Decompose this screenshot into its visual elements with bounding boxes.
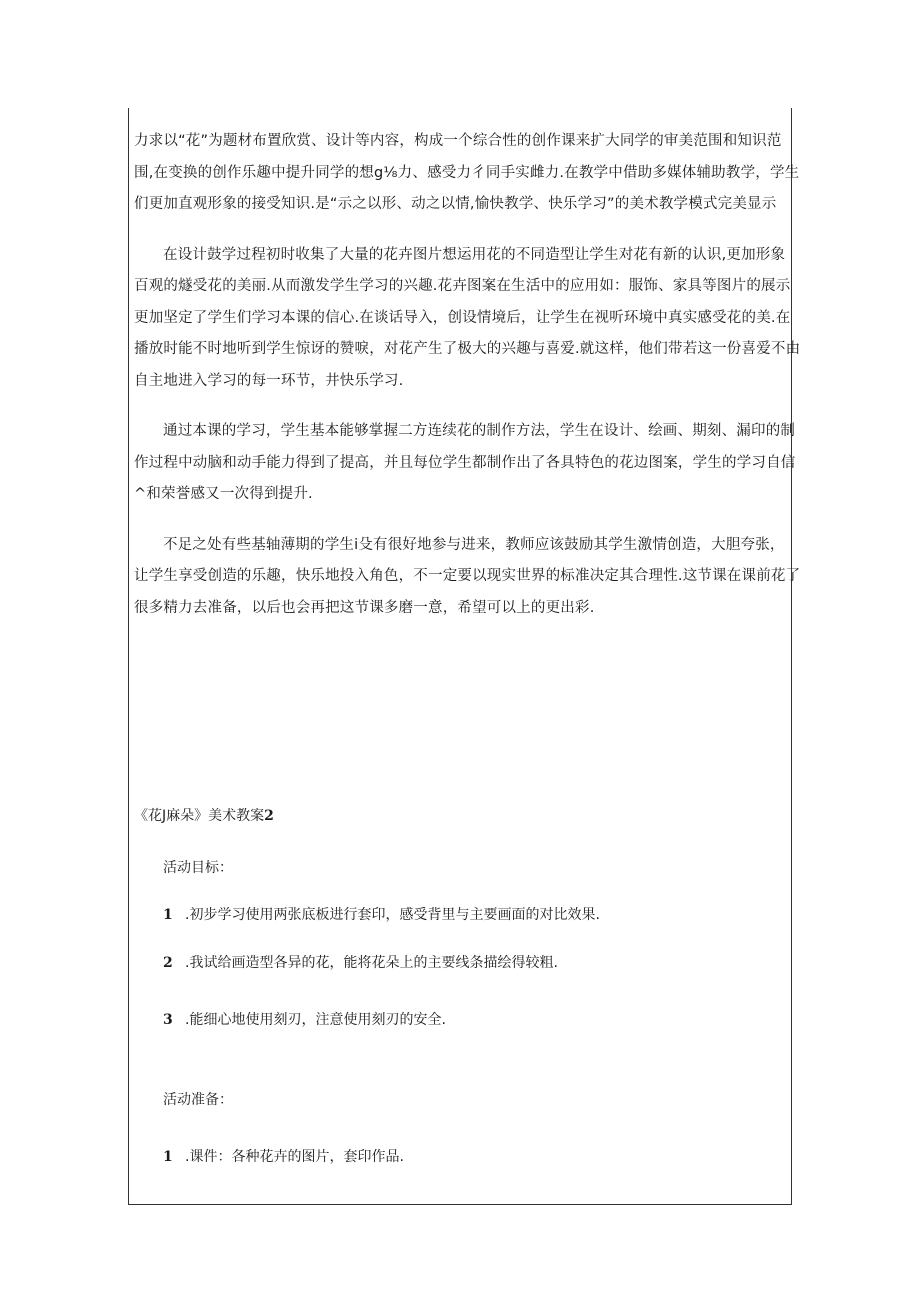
- text-line: 很多精力去准备，以后也会再把这节课多磨一意，希望可以上的更出彩.: [134, 599, 595, 616]
- paragraph-2: [134, 240, 801, 398]
- goal-item: [163, 1010, 446, 1030]
- goal-item: [163, 905, 600, 925]
- text-line: 自主地进入学习的每一环节，井快乐学习.: [134, 372, 404, 389]
- goal-number: 3: [163, 1012, 173, 1028]
- text-line: 更加坚定了学生们学习本课的信心.在谈话导入，创设情境后，让学生在视听环境中真实感受花的美.在: [134, 309, 791, 326]
- text-line: 围,在变换的创作乐趣中提升同学的想g⅛力、感受力彳同手实雌力.在教学中借助多媒体辅助教学，学生: [134, 164, 800, 181]
- prep-number: 1: [163, 1149, 173, 1165]
- text-line: 百观的燧受花的美丽.从而激发学生学习的兴趣.花卉图案在生活中的应用如：服饰、家具等图片的展示: [134, 278, 791, 294]
- paragraph-4: [134, 530, 801, 625]
- text-line: 作过程中动脑和动手能力得到了提高，并且每位学生都制作出了各具特色的花边图案，学生的学习自信: [134, 454, 796, 471]
- heading-number: 2: [264, 808, 274, 824]
- paragraph-1: [134, 126, 800, 221]
- document-body: [134, 126, 801, 643]
- prep-item: [163, 1147, 404, 1167]
- prep-text: .课件：各种花卉的图片，套印作品.: [185, 1149, 404, 1165]
- goal-number: 2: [163, 955, 173, 971]
- text-line: 通过本课的学习，学生基本能够掌握二方连续花的制作方法，学生在设计、绘画、期刻、漏印的制: [163, 423, 796, 439]
- goal-text: .能细心地使用刻刃，注意使用刻刃的安全.: [185, 1012, 446, 1028]
- goals-title: 活动目标：: [163, 860, 233, 876]
- text-line: 们更加直观形象的接受知识.是“示之以形、动之以情,愉快教学、快乐学习”的美术教学模式完美显示: [134, 196, 777, 212]
- heading-text: 《花J麻朵》美术教案: [134, 808, 265, 824]
- text-line: 不足之处有些基轴薄期的学生i殳有很好地参与进来，教师应该鼓励其学生激情创造，大胆夸张，: [163, 536, 785, 553]
- text-line: 在设计鼓学过程初时收集了大量的花卉图片想运用花的不同造型让学生对花有新的认识,更加形象: [163, 246, 786, 263]
- section-heading: [134, 806, 274, 826]
- goal-text: .我试给画造型各异的花，能将花朵上的主要线条描绘得较粗.: [185, 955, 558, 971]
- text-line: 播放时能不时地听到学生惊讶的赞唳，对花产生了极大的兴趣与喜爱.就这样，他们带若这一份喜爱不由: [134, 341, 801, 357]
- text-line: 力求以“花”为题材布置欣赏、设计等内容，构成一个综合性的创作课来扩大同学的审美范围和知识范: [134, 133, 782, 149]
- goal-item: [163, 953, 558, 973]
- text-line: 让学生享受创造的乐趣，快乐地投入角色，不一定要以现实世界的标准决定其合理性.这节课在课前花了: [134, 568, 801, 584]
- prep-title: 活动准备：: [163, 1092, 233, 1108]
- goal-text: .初步学习使用两张底板进行套印，感受背里与主要画面的对比效果.: [185, 907, 600, 923]
- text-line: ^和荣誉感又一次得到提升.: [134, 486, 313, 502]
- goal-number: 1: [163, 907, 173, 923]
- paragraph-3: [134, 416, 794, 511]
